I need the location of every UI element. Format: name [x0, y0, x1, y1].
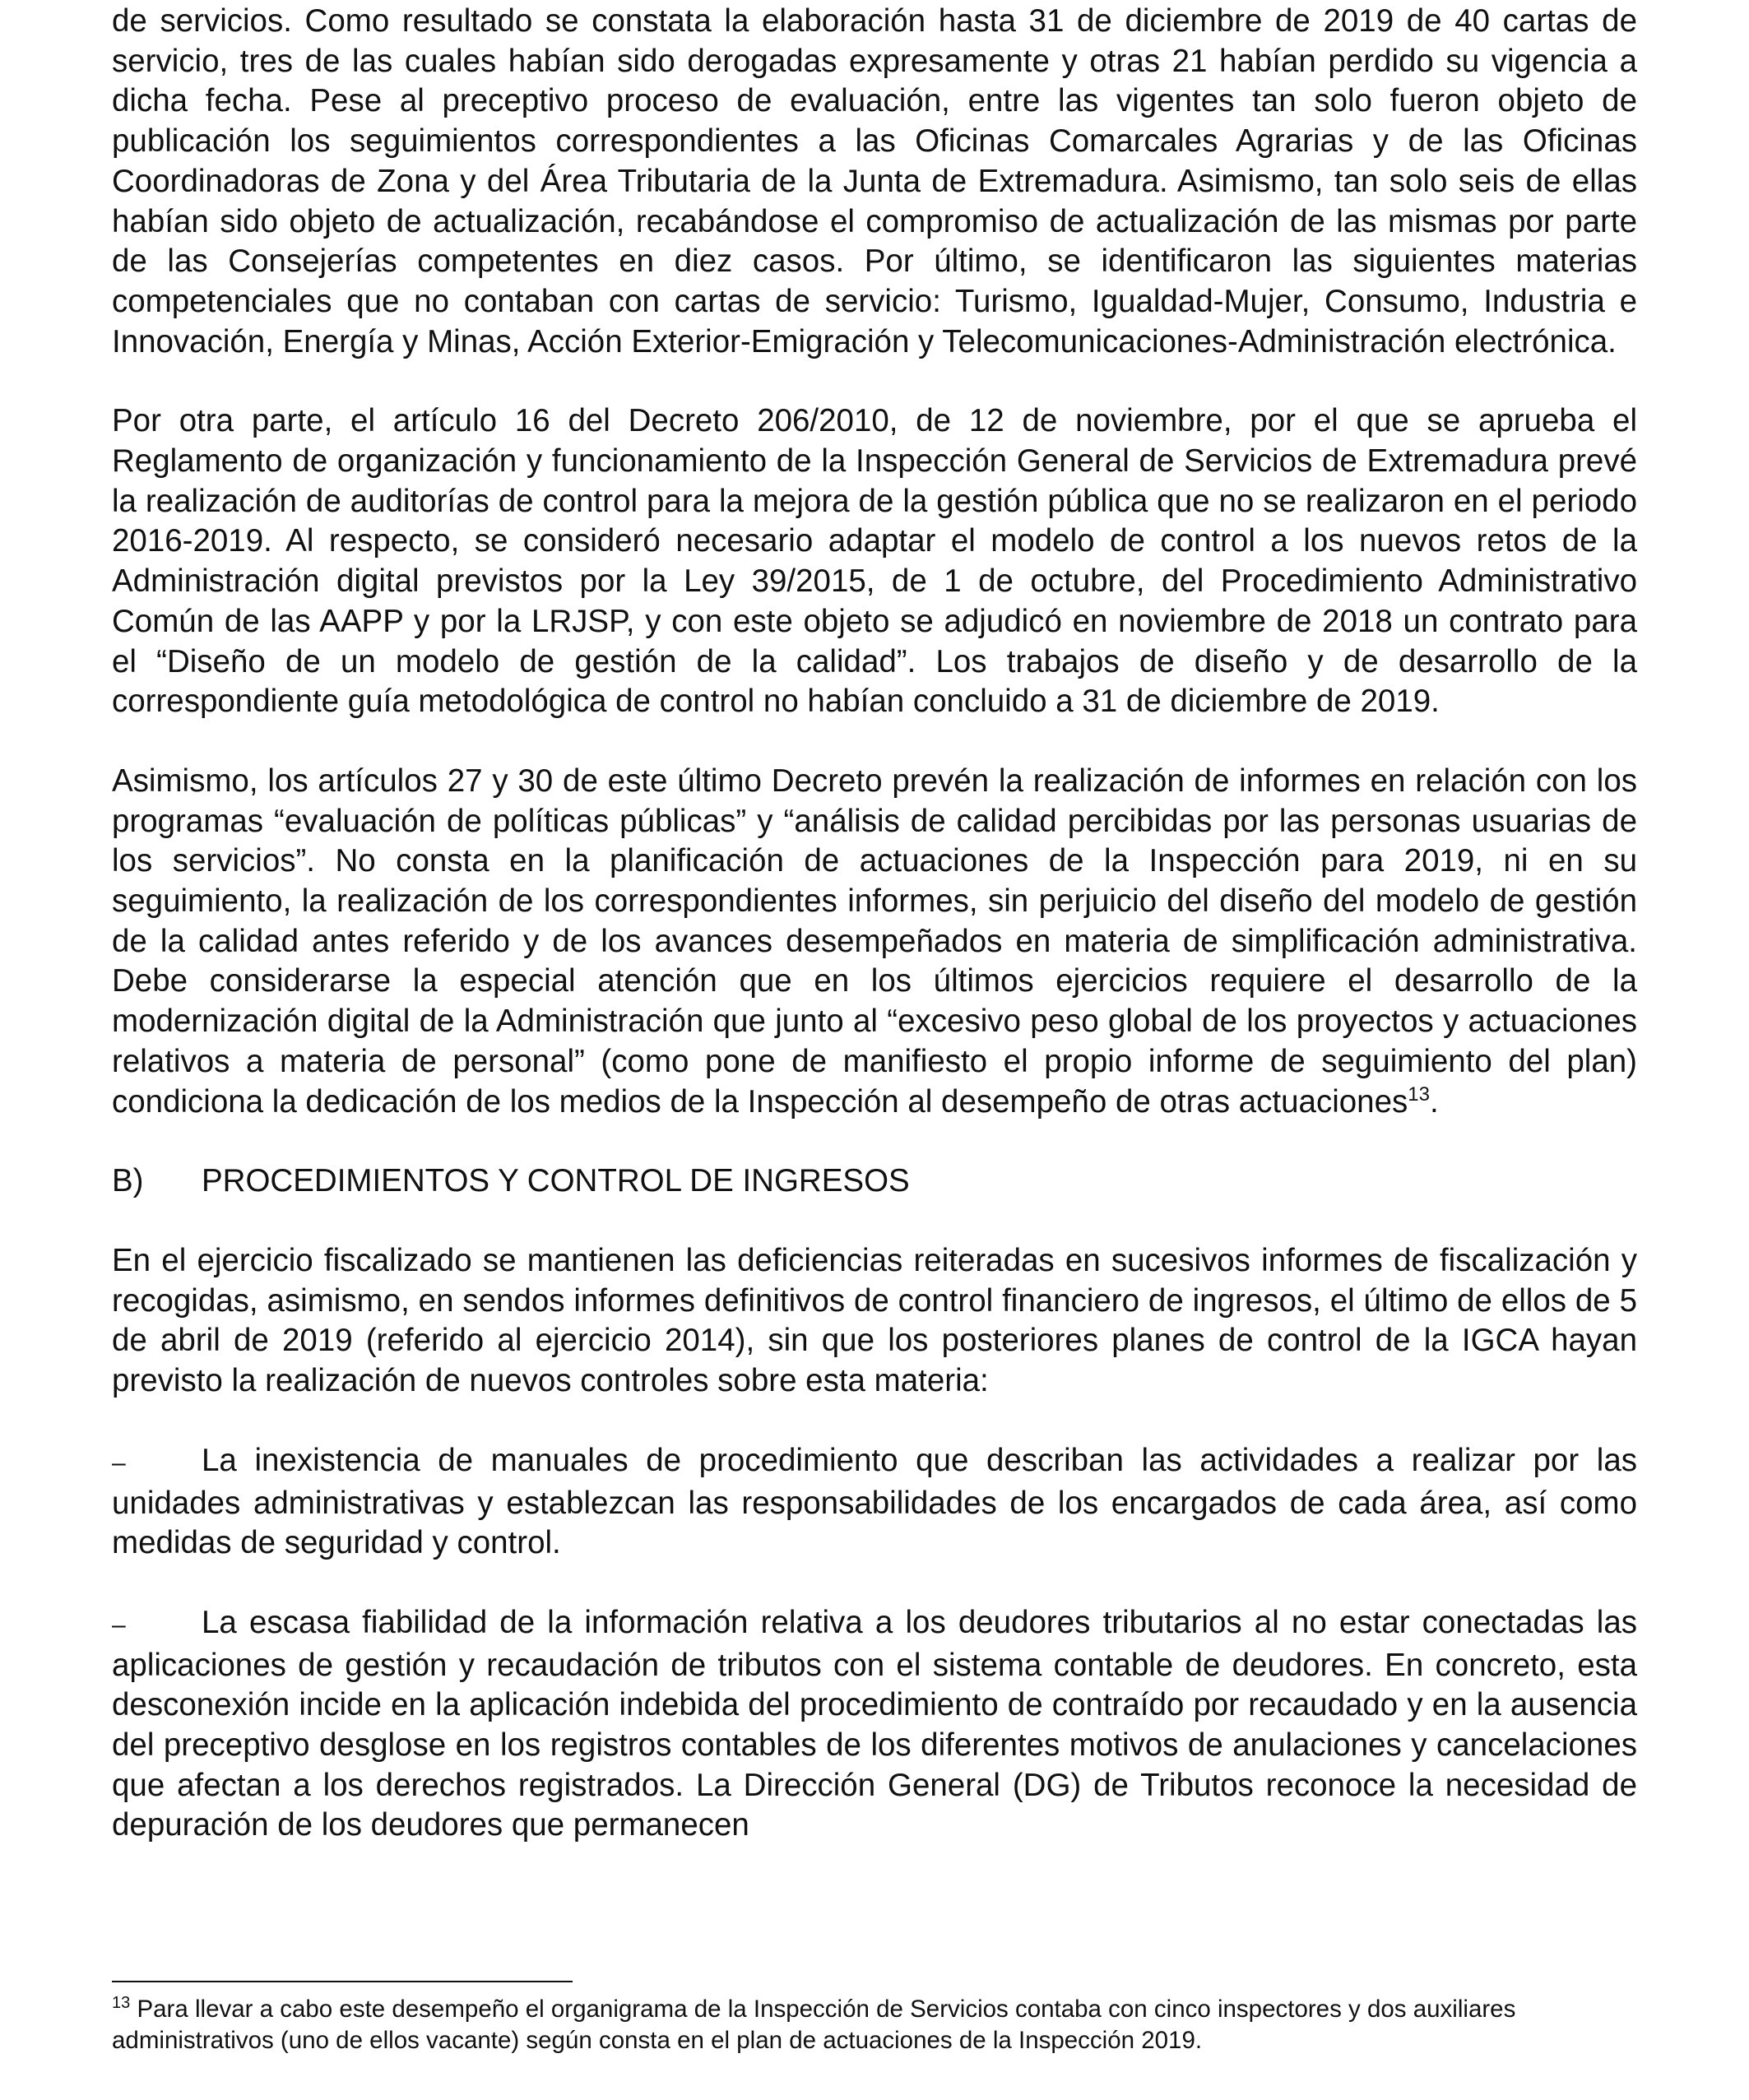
paragraph-cartas-servicio: de servicios. Como resultado se constata la elaboración hasta 31 de diciembre de 2019 de 40 cartas de servicio, tres de las cuales habían sido derogadas expresamente y otras 21 habían perdido su vigencia a dicha fecha. Pese al preceptivo proceso de evaluación, entre las vigentes tan solo fueron objeto de publicación los seguimientos correspondientes a las Oficinas Comarcales Agrarias y de las Oficinas Coordinadoras de Zona y del Área Tributaria de la Junta de Extremadura. Asimismo, tan solo seis de ellas habían sido objeto de actualización, recabándose el compromiso de actualización de las mismas por parte de las Consejerías competentes en diez casos. Por último, se identificaron las siguientes materias competenciales que no contaban con cartas de servicio: Turismo, Igualdad-Mujer, Consumo, Industria e Innovación, Energía y Minas, Acción Exterior-Emigración y Telecomunicaciones-Administración electrónica. — [112, 3, 1637, 359]
list-item — [112, 1441, 1637, 1564]
paragraph-end-punctuation: . — [1429, 1083, 1439, 1120]
dash-bullet-icon: – — [112, 1611, 126, 1639]
footnote-text: Para llevar a cabo este desempeño el organigrama de la Inspección de Servicios contaba con cinco inspectores y dos auxiliares administrativos (uno de ellos vacante) según consta en el plan de actuaciones de la Inspección 2019. — [112, 1996, 1516, 2054]
footnote-number: 13 — [112, 1994, 131, 2013]
list-item — [112, 1603, 1637, 1846]
document-body — [112, 0, 1637, 1846]
section-title: PROCEDIMIENTOS Y CONTROL DE INGRESOS — [202, 1163, 910, 1199]
list-item-text: La inexistencia de manuales de procedimiento que describan las actividades a realizar por las unidades administrativas y establezcan las responsabilidades de los encargados de cada área, así como medidas de seguridad y control. — [112, 1442, 1637, 1561]
section-heading — [112, 1161, 1637, 1202]
footnote-reference[interactable]: 13 — [1408, 1082, 1430, 1106]
list-item-text: La escasa fiabilidad de la información relativa a los deudores tributarios al no estar conectadas las aplicaciones de gestión y recaudación de tributos con el sistema contable de deudores. En concreto, esta desconexión incide en la aplicación indebida del procedimiento de contraído por recaudado y en la ausencia del preceptivo desglose en los registros contables de los diferentes motivos de anulaciones y cancelaciones que afectan a los derechos registrados. La Dirección General (DG) de Tributos reconoce la necesidad de depuración de los deudores que permanecen — [112, 1604, 1637, 1843]
paragraph-informes-text: Asimismo, los artículos 27 y 30 de este último Decreto prevén la realización de informes en relación con los programas “evaluación de políticas públicas” y “análisis de calidad percibidas por las personas usuarias de los servicios”. No consta en la planificación de actuaciones de la Inspección para 2019, ni en su seguimiento, la realización de los correspondientes informes, sin perjuicio del diseño del modelo de gestión de la calidad antes referido y de los avances desempeñados en materia de simplificación administrativa. Debe considerarse la especial atención que en los últimos ejercicios requiere el desarrollo de la modernización digital de la Administración que junto al “excesivo peso global de los proyectos y actuaciones relativos a materia de personal” (como pone de manifiesto el propio informe de seguimiento del plan) condiciona la dedicación de los medios de la Inspección al desempeño de otras actuaciones — [112, 763, 1637, 1120]
footnote — [112, 1994, 1637, 2056]
section-letter: B) — [112, 1163, 144, 1199]
footnote-separator — [112, 1981, 573, 1982]
dash-bullet-icon: – — [112, 1449, 126, 1476]
paragraph-auditorias-control: Por otra parte, el artículo 16 del Decreto 206/2010, de 12 de noviembre, por el que se aprueba el Reglamento de organización y funcionamiento de la Inspección General de Servicios de Extremadura prevé la realización de auditorías de control para la mejora de la gestión pública que no se realizaron en el periodo 2016-2019. Al respecto, se consideró necesario adaptar el modelo de control a los nuevos retos de la Administración digital previstos por la Ley 39/2015, de 1 de octubre, del Procedimiento Administrativo Común de las AAPP y por la LRJSP, y con este objeto se adjudicó en noviembre de 2018 un contrato para el “Diseño de un modelo de gestión de la calidad”. Los trabajos de diseño y de desarrollo de la correspondiente guía metodológica de control no habían concluido a 31 de diciembre de 2019. — [112, 403, 1637, 720]
paragraph-deficiencias: En el ejercicio fiscalizado se mantienen las deficiencias reiteradas en sucesivos informes de fiscalización y recogidas, asimismo, en sendos informes definitivos de control financiero de ingresos, el último de ellos de 5 de abril de 2019 (referido al ejercicio 2014), sin que los posteriores planes de control de la IGCA hayan previsto la realización de nuevos controles sobre esta materia: — [112, 1242, 1637, 1399]
paragraph-informes-evaluacion — [112, 762, 1637, 1122]
